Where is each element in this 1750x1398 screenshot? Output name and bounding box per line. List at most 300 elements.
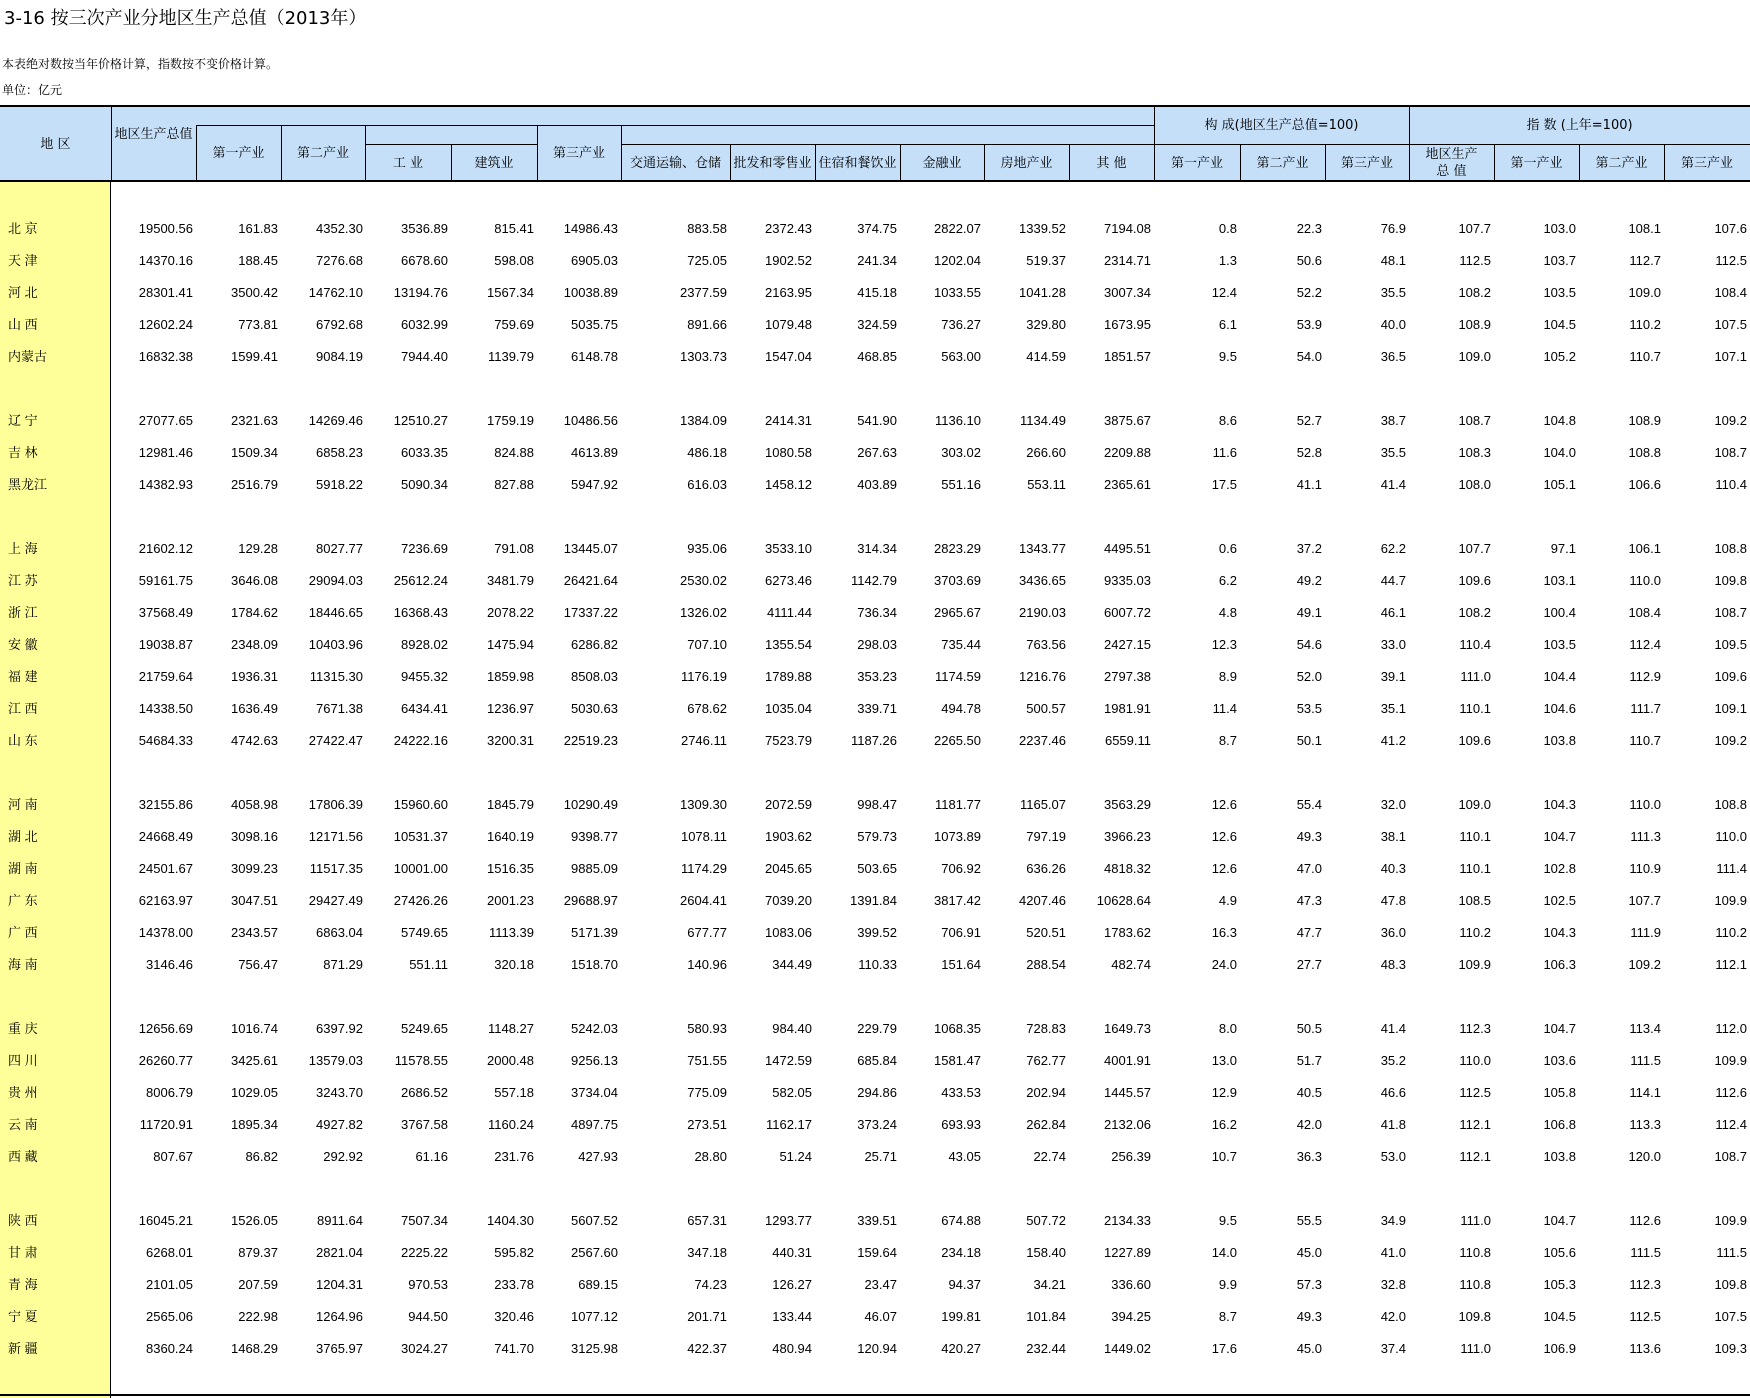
table-cell: 6792.68 bbox=[316, 317, 363, 332]
table-cell: 6858.23 bbox=[316, 445, 363, 460]
table-cell: 13.0 bbox=[1211, 1053, 1237, 1068]
table-cell: 37.2 bbox=[1296, 541, 1322, 556]
table-cell: 3436.65 bbox=[1019, 573, 1066, 588]
table-cell: 103.5 bbox=[1543, 285, 1576, 300]
table-cell: 2965.67 bbox=[934, 605, 981, 620]
table-cell: 5249.65 bbox=[401, 1021, 448, 1036]
table-cell: 112.1 bbox=[1459, 1117, 1491, 1132]
table-cell: 112.6 bbox=[1715, 1085, 1747, 1100]
table-cell: 4058.98 bbox=[231, 797, 278, 812]
table-cell: 158.40 bbox=[1026, 1245, 1066, 1260]
table-cell: 3734.04 bbox=[571, 1085, 618, 1100]
table-cell: 553.11 bbox=[1027, 477, 1066, 492]
table-cell: 2225.22 bbox=[401, 1245, 448, 1260]
table-cell: 7507.34 bbox=[401, 1213, 448, 1228]
header-comp-secondary: 第二产业 bbox=[1256, 155, 1309, 171]
table-cell: 41.2 bbox=[1380, 733, 1406, 748]
table-cell: 4742.63 bbox=[231, 733, 278, 748]
table-cell: 3047.51 bbox=[231, 893, 278, 908]
table-cell: 2365.61 bbox=[1104, 477, 1151, 492]
header-comp-tertiary: 第三产业 bbox=[1340, 155, 1393, 171]
table-cell: 2314.71 bbox=[1104, 253, 1151, 268]
table-cell: 693.93 bbox=[941, 1117, 981, 1132]
table-cell: 3425.61 bbox=[231, 1053, 278, 1068]
table-cell: 736.34 bbox=[857, 605, 897, 620]
table-cell: 4352.30 bbox=[316, 221, 363, 236]
table-cell: 35.5 bbox=[1380, 285, 1406, 300]
table-cell: 104.8 bbox=[1543, 413, 1576, 428]
table-cell: 110.2 bbox=[1629, 317, 1661, 332]
table-cell: 59161.75 bbox=[138, 573, 193, 588]
table-cell: 109.9 bbox=[1458, 957, 1491, 972]
table-cell: 1029.05 bbox=[231, 1085, 278, 1100]
table-cell: 108.8 bbox=[1714, 797, 1747, 812]
table-cell: 25.71 bbox=[864, 1149, 897, 1164]
table-cell: 112.9 bbox=[1629, 669, 1661, 684]
table-cell: 12981.46 bbox=[138, 445, 193, 460]
table-cell: 2377.59 bbox=[680, 285, 727, 300]
table-cell: 113.3 bbox=[1629, 1117, 1661, 1132]
table-cell: 199.81 bbox=[941, 1309, 981, 1324]
table-cell: 35.1 bbox=[1380, 701, 1406, 716]
table-cell: 5090.34 bbox=[401, 477, 448, 492]
region-name: 广 西 bbox=[8, 925, 38, 940]
region-name: 内蒙古 bbox=[8, 349, 48, 364]
table-row bbox=[0, 219, 1750, 239]
table-cell: 5749.65 bbox=[401, 925, 448, 940]
table-cell: 10628.64 bbox=[1096, 893, 1151, 908]
header-tertiary: 第三产业 bbox=[552, 146, 605, 161]
table-cell: 48.1 bbox=[1380, 253, 1406, 268]
region-name: 湖 北 bbox=[8, 829, 38, 844]
table-cell: 11578.55 bbox=[394, 1053, 448, 1068]
table-cell: 815.41 bbox=[494, 221, 534, 236]
region-name: 吉 林 bbox=[8, 445, 38, 460]
table-cell: 2516.79 bbox=[231, 477, 278, 492]
region-name: 安 徽 bbox=[8, 637, 38, 652]
table-cell: 3500.42 bbox=[231, 285, 278, 300]
table-cell: 3481.79 bbox=[487, 573, 534, 588]
region-name: 宁 夏 bbox=[8, 1309, 38, 1324]
table-cell: 5035.75 bbox=[571, 317, 618, 332]
table-cell: 55.5 bbox=[1296, 1213, 1322, 1228]
table-cell: 40.5 bbox=[1296, 1085, 1322, 1100]
table-cell: 2427.15 bbox=[1104, 637, 1151, 652]
table-cell: 55.4 bbox=[1296, 797, 1322, 812]
table-cell: 1309.30 bbox=[680, 797, 727, 812]
table-cell: 6.1 bbox=[1218, 317, 1237, 332]
table-cell: 112.1 bbox=[1459, 1149, 1491, 1164]
region-name: 河 北 bbox=[8, 285, 38, 300]
table-cell: 108.4 bbox=[1714, 285, 1747, 300]
table-row bbox=[0, 635, 1750, 655]
table-cell: 1449.02 bbox=[1104, 1341, 1151, 1356]
table-cell: 112.5 bbox=[1629, 1309, 1661, 1324]
table-cell: 12171.56 bbox=[308, 829, 363, 844]
table-cell: 2414.31 bbox=[765, 413, 812, 428]
header-finance: 金融业 bbox=[922, 155, 962, 171]
table-cell: 103.8 bbox=[1543, 1149, 1576, 1164]
table-cell: 53.0 bbox=[1380, 1149, 1406, 1164]
table-cell: 50.6 bbox=[1296, 253, 1322, 268]
table-cell: 2746.11 bbox=[680, 733, 727, 748]
table-cell: 5918.22 bbox=[316, 477, 363, 492]
table-cell: 1148.27 bbox=[487, 1021, 534, 1036]
table-cell: 111.5 bbox=[1630, 1053, 1661, 1068]
table-cell: 110.7 bbox=[1629, 733, 1661, 748]
table-cell: 27426.26 bbox=[393, 893, 448, 908]
table-cell: 10486.56 bbox=[563, 413, 618, 428]
table-row bbox=[0, 1115, 1750, 1135]
table-cell: 14762.10 bbox=[308, 285, 363, 300]
table-cell: 8.7 bbox=[1218, 733, 1237, 748]
table-cell: 11.6 bbox=[1212, 445, 1237, 460]
table-cell: 320.46 bbox=[494, 1309, 534, 1324]
table-cell: 46.1 bbox=[1380, 605, 1406, 620]
table-cell: 8006.79 bbox=[146, 1085, 193, 1100]
table-cell: 1160.24 bbox=[487, 1117, 534, 1132]
table-cell: 37568.49 bbox=[138, 605, 193, 620]
header-industry: 工 业 bbox=[392, 155, 424, 171]
table-cell: 1068.35 bbox=[934, 1021, 981, 1036]
table-cell: 1789.88 bbox=[765, 669, 812, 684]
table-cell: 86.82 bbox=[245, 1149, 278, 1164]
table-cell: 2823.29 bbox=[934, 541, 981, 556]
region-name: 上 海 bbox=[8, 541, 38, 556]
table-cell: 109.2 bbox=[1628, 957, 1661, 972]
table-cell: 6678.60 bbox=[401, 253, 448, 268]
table-cell: 9335.03 bbox=[1104, 573, 1151, 588]
table-cell: 129.28 bbox=[238, 541, 278, 556]
table-cell: 1784.62 bbox=[231, 605, 278, 620]
table-cell: 3875.67 bbox=[1104, 413, 1151, 428]
table-cell: 1041.28 bbox=[1019, 285, 1066, 300]
table-cell: 807.67 bbox=[153, 1149, 193, 1164]
table-cell: 161.83 bbox=[238, 221, 278, 236]
table-cell: 24.0 bbox=[1211, 957, 1237, 972]
region-name: 青 海 bbox=[8, 1277, 38, 1292]
region-name: 山 东 bbox=[8, 733, 38, 748]
table-cell: 1181.77 bbox=[934, 797, 981, 812]
table-cell: 4.8 bbox=[1218, 605, 1237, 620]
table-cell: 94.37 bbox=[948, 1277, 981, 1292]
table-cell: 353.23 bbox=[857, 669, 897, 684]
table-cell: 9.9 bbox=[1218, 1277, 1237, 1292]
table-cell: 54.0 bbox=[1296, 349, 1322, 364]
table-cell: 14382.93 bbox=[138, 477, 193, 492]
table-cell: 1458.12 bbox=[765, 477, 812, 492]
table-cell: 2190.03 bbox=[1019, 605, 1066, 620]
table-cell: 1472.59 bbox=[765, 1053, 812, 1068]
table-cell: 74.23 bbox=[694, 1277, 727, 1292]
table-cell: 1162.17 bbox=[765, 1117, 812, 1132]
table-cell: 3817.42 bbox=[934, 893, 981, 908]
table-cell: 2045.65 bbox=[765, 861, 812, 876]
table-row bbox=[0, 539, 1750, 559]
table-cell: 1139.79 bbox=[487, 349, 534, 364]
table-cell: 110.1 bbox=[1459, 861, 1491, 876]
table-cell: 1526.05 bbox=[231, 1213, 278, 1228]
table-cell: 8.9 bbox=[1218, 669, 1237, 684]
table-cell: 16.2 bbox=[1211, 1117, 1237, 1132]
table-cell: 579.73 bbox=[857, 829, 897, 844]
table-cell: 6.2 bbox=[1218, 573, 1237, 588]
table-cell: 24501.67 bbox=[138, 861, 193, 876]
table-cell: 27422.47 bbox=[308, 733, 363, 748]
table-cell: 3200.31 bbox=[487, 733, 534, 748]
table-cell: 49.1 bbox=[1296, 605, 1322, 620]
table-cell: 482.74 bbox=[1111, 957, 1151, 972]
table-row bbox=[0, 1211, 1750, 1231]
table-cell: 9885.09 bbox=[571, 861, 618, 876]
table-cell: 41.1 bbox=[1296, 477, 1322, 492]
table-cell: 7276.68 bbox=[316, 253, 363, 268]
table-cell: 24222.16 bbox=[393, 733, 448, 748]
table-cell: 324.59 bbox=[857, 317, 897, 332]
table-cell: 2821.04 bbox=[316, 1245, 363, 1260]
table-cell: 36.5 bbox=[1380, 349, 1406, 364]
table-cell: 344.49 bbox=[772, 957, 812, 972]
table-cell: 120.0 bbox=[1628, 1149, 1661, 1164]
table-cell: 256.39 bbox=[1111, 1149, 1151, 1164]
table-cell: 1649.73 bbox=[1104, 1021, 1151, 1036]
table-cell: 1404.30 bbox=[487, 1213, 534, 1228]
table-cell: 266.60 bbox=[1026, 445, 1066, 460]
table-cell: 6032.99 bbox=[401, 317, 448, 332]
table-cell: 49.3 bbox=[1296, 1309, 1322, 1324]
table-cell: 107.6 bbox=[1714, 221, 1747, 236]
table-cell: 3767.58 bbox=[401, 1117, 448, 1132]
table-cell: 1903.62 bbox=[765, 829, 812, 844]
table-cell: 14338.50 bbox=[138, 701, 193, 716]
table-cell: 9455.32 bbox=[401, 669, 448, 684]
table-cell: 1113.39 bbox=[488, 925, 534, 940]
table-cell: 6286.82 bbox=[571, 637, 618, 652]
table-cell: 374.75 bbox=[857, 221, 897, 236]
table-cell: 5242.03 bbox=[571, 1021, 618, 1036]
table-cell: 11720.91 bbox=[139, 1117, 193, 1132]
table-cell: 29427.49 bbox=[308, 893, 363, 908]
table-row bbox=[0, 859, 1750, 879]
region-name: 山 西 bbox=[8, 317, 38, 332]
table-cell: 13445.07 bbox=[563, 541, 618, 556]
table-cell: 347.18 bbox=[687, 1245, 727, 1260]
table-cell: 1475.94 bbox=[487, 637, 534, 652]
table-cell: 110.1 bbox=[1459, 829, 1491, 844]
table-cell: 111.4 bbox=[1716, 861, 1747, 876]
table-cell: 677.77 bbox=[687, 925, 727, 940]
table-cell: 741.70 bbox=[494, 1341, 534, 1356]
table-cell: 49.2 bbox=[1296, 573, 1322, 588]
region-name: 西 藏 bbox=[8, 1149, 38, 1164]
table-cell: 61.16 bbox=[415, 1149, 448, 1164]
table-cell: 46.07 bbox=[864, 1309, 897, 1324]
table-cell: 7194.08 bbox=[1104, 221, 1151, 236]
table-cell: 1035.04 bbox=[765, 701, 812, 716]
table-cell: 440.31 bbox=[772, 1245, 812, 1260]
table-cell: 109.0 bbox=[1458, 349, 1491, 364]
table-cell: 1516.35 bbox=[487, 861, 534, 876]
table-cell: 50.1 bbox=[1296, 733, 1322, 748]
table-cell: 520.51 bbox=[1026, 925, 1066, 940]
table-cell: 1343.77 bbox=[1019, 541, 1066, 556]
table-cell: 5607.52 bbox=[571, 1213, 618, 1228]
table-cell: 1845.79 bbox=[487, 797, 534, 812]
table-cell: 10290.49 bbox=[563, 797, 618, 812]
table-cell: 107.7 bbox=[1458, 221, 1491, 236]
table-cell: 2078.22 bbox=[487, 605, 534, 620]
table-cell: 14986.43 bbox=[563, 221, 618, 236]
table-cell: 3125.98 bbox=[571, 1341, 618, 1356]
table-cell: 26260.77 bbox=[138, 1053, 193, 1068]
table-cell: 28301.41 bbox=[138, 285, 193, 300]
table-cell: 728.83 bbox=[1026, 1021, 1066, 1036]
table-cell: 1136.10 bbox=[934, 413, 981, 428]
table-cell: 17337.22 bbox=[563, 605, 618, 620]
table-cell: 541.90 bbox=[857, 413, 897, 428]
table-cell: 42.0 bbox=[1380, 1309, 1406, 1324]
table-row bbox=[0, 827, 1750, 847]
table-bottom-border bbox=[0, 1394, 1750, 1396]
table-cell: 7523.79 bbox=[765, 733, 812, 748]
table-cell: 8.7 bbox=[1218, 1309, 1237, 1324]
table-cell: 22.74 bbox=[1033, 1149, 1066, 1164]
table-cell: 51.24 bbox=[779, 1149, 812, 1164]
table-cell: 1303.73 bbox=[680, 349, 727, 364]
table-cell: 2797.38 bbox=[1104, 669, 1151, 684]
table-cell: 403.89 bbox=[857, 477, 897, 492]
table-cell: 1134.49 bbox=[1019, 413, 1066, 428]
table-cell: 9256.13 bbox=[571, 1053, 618, 1068]
table-cell: 1518.70 bbox=[571, 957, 618, 972]
table-cell: 104.0 bbox=[1543, 445, 1576, 460]
table-cell: 111.0 bbox=[1460, 1341, 1491, 1356]
table-cell: 100.4 bbox=[1543, 605, 1576, 620]
table-cell: 9.5 bbox=[1218, 1213, 1237, 1228]
table-cell: 14378.00 bbox=[138, 925, 193, 940]
table-cell: 0.8 bbox=[1218, 221, 1237, 236]
table-cell: 2372.43 bbox=[765, 221, 812, 236]
table-cell: 103.1 bbox=[1543, 573, 1576, 588]
table-cell: 0.6 bbox=[1218, 541, 1237, 556]
table-cell: 3536.89 bbox=[401, 221, 448, 236]
table-cell: 17.6 bbox=[1211, 1341, 1237, 1356]
table-row bbox=[0, 1275, 1750, 1295]
table-cell: 48.3 bbox=[1380, 957, 1406, 972]
region-name: 陕 西 bbox=[8, 1213, 38, 1228]
table-cell: 201.71 bbox=[687, 1309, 727, 1324]
table-cell: 47.3 bbox=[1296, 893, 1322, 908]
table-cell: 3703.69 bbox=[934, 573, 981, 588]
table-cell: 207.59 bbox=[238, 1277, 278, 1292]
table-cell: 108.7 bbox=[1458, 413, 1491, 428]
table-cell: 105.3 bbox=[1543, 1277, 1576, 1292]
table-cell: 16.3 bbox=[1211, 925, 1237, 940]
table-cell: 314.34 bbox=[857, 541, 897, 556]
table-cell: 107.5 bbox=[1714, 317, 1747, 332]
table-cell: 108.8 bbox=[1714, 541, 1747, 556]
table-cell: 54684.33 bbox=[138, 733, 193, 748]
table-cell: 102.5 bbox=[1543, 893, 1576, 908]
table-cell: 104.7 bbox=[1543, 1021, 1576, 1036]
table-cell: 1080.58 bbox=[765, 445, 812, 460]
table-cell: 112.7 bbox=[1629, 253, 1661, 268]
table-cell: 1636.49 bbox=[231, 701, 278, 716]
table-cell: 34.9 bbox=[1380, 1213, 1406, 1228]
table-cell: 2604.41 bbox=[680, 893, 727, 908]
table-cell: 1391.84 bbox=[850, 893, 897, 908]
table-cell: 110.9 bbox=[1629, 861, 1661, 876]
header-comp-primary: 第一产业 bbox=[1170, 155, 1223, 171]
table-cell: 21759.64 bbox=[138, 669, 193, 684]
page-title: 3-16 按三次产业分地区生产总值（2013年） bbox=[4, 8, 367, 29]
table-cell: 29094.03 bbox=[308, 573, 363, 588]
table-cell: 151.64 bbox=[941, 957, 981, 972]
table-cell: 551.16 bbox=[941, 477, 981, 492]
table-cell: 12.6 bbox=[1211, 829, 1237, 844]
table-cell: 7039.20 bbox=[765, 893, 812, 908]
table-cell: 28.80 bbox=[694, 1149, 727, 1164]
table-cell: 12656.69 bbox=[138, 1021, 193, 1036]
table-cell: 1083.06 bbox=[765, 925, 812, 940]
table-cell: 267.63 bbox=[857, 445, 897, 460]
table-cell: 3533.10 bbox=[765, 541, 812, 556]
table-cell: 110.0 bbox=[1629, 797, 1661, 812]
table-cell: 582.05 bbox=[772, 1085, 812, 1100]
table-cell: 29688.97 bbox=[563, 893, 618, 908]
table-cell: 110.33 bbox=[858, 957, 897, 972]
table-cell: 320.18 bbox=[494, 957, 534, 972]
table-cell: 970.53 bbox=[408, 1277, 448, 1292]
table-cell: 105.2 bbox=[1543, 349, 1576, 364]
header-index: 指 数 (上年=100) bbox=[1526, 118, 1633, 133]
region-name: 新 疆 bbox=[8, 1341, 38, 1356]
table-row bbox=[0, 347, 1750, 367]
table-cell: 105.8 bbox=[1543, 1085, 1576, 1100]
table-cell: 108.9 bbox=[1628, 413, 1661, 428]
table-cell: 1895.34 bbox=[231, 1117, 278, 1132]
table-cell: 11517.35 bbox=[309, 861, 363, 876]
header-other: 其 他 bbox=[1096, 155, 1127, 171]
table-cell: 422.37 bbox=[687, 1341, 727, 1356]
table-header bbox=[0, 105, 1750, 182]
table-cell: 52.0 bbox=[1296, 669, 1322, 684]
table-cell: 292.92 bbox=[323, 1149, 363, 1164]
table-cell: 998.47 bbox=[857, 797, 897, 812]
table-cell: 14269.46 bbox=[308, 413, 363, 428]
region-name: 贵 州 bbox=[8, 1085, 38, 1100]
table-cell: 12510.27 bbox=[393, 413, 448, 428]
table-cell: 112.0 bbox=[1715, 1021, 1747, 1036]
table-cell: 109.6 bbox=[1714, 669, 1747, 684]
region-name: 江 西 bbox=[8, 701, 38, 716]
table-cell: 288.54 bbox=[1026, 957, 1066, 972]
table-row bbox=[0, 1083, 1750, 1103]
table-cell: 8.0 bbox=[1218, 1021, 1237, 1036]
table-cell: 112.4 bbox=[1715, 1117, 1747, 1132]
table-cell: 104.7 bbox=[1543, 829, 1576, 844]
table-cell: 104.6 bbox=[1543, 701, 1576, 716]
table-cell: 1547.04 bbox=[765, 349, 812, 364]
table-cell: 1165.07 bbox=[1019, 797, 1066, 812]
table-cell: 109.3 bbox=[1714, 1341, 1747, 1356]
table-cell: 107.7 bbox=[1458, 541, 1491, 556]
header-idx-tertiary: 第三产业 bbox=[1680, 155, 1733, 171]
table-cell: 415.18 bbox=[857, 285, 897, 300]
table-cell: 140.96 bbox=[687, 957, 727, 972]
table-cell: 13194.76 bbox=[393, 285, 448, 300]
table-cell: 5171.39 bbox=[571, 925, 618, 940]
